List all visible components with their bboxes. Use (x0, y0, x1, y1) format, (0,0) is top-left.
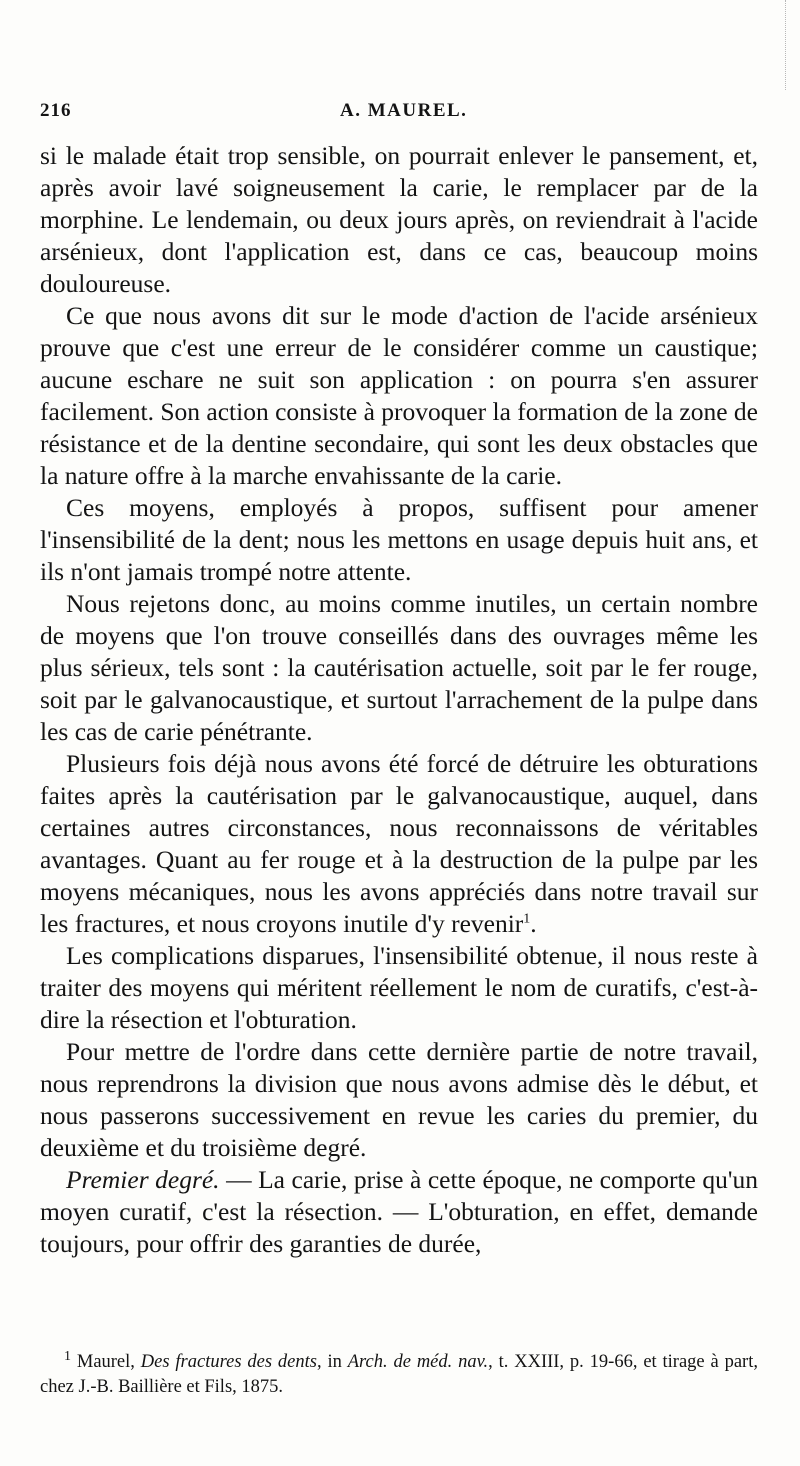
paragraph (40, 492, 758, 588)
paragraph-text: Nous rejetons donc, au moins comme inutiles, un certain nombre de moyens que l'on trouve conseillés dans des ouvrages même les plus sérieux, tels sont : la cautérisation actuelle, soit par le fer rouge, soit par le galvanocaustique, et surtout l'arrachement de la pulpe dans les cas de carie pénétrante. (40, 589, 758, 746)
footnote-journal: Arch. de méd. nav. (347, 1352, 489, 1372)
footnote-in: , in (316, 1352, 348, 1372)
footnote-author: Maurel, (71, 1352, 141, 1372)
paragraph (40, 1036, 758, 1164)
footnote-rest: , t. XXIII, p. 19-66, et tirage à part, chez J.-B. Baillière et Fils, 1875. (40, 1352, 758, 1397)
paragraph-text: Ces moyens, employés à propos, suffisent pour amener l'insensibilité de la dent; nous les mettons en usage depuis huit ans, et ils n'ont jamais trompé notre attente. (40, 493, 758, 586)
page-header (40, 100, 760, 130)
paragraph (40, 940, 758, 1036)
paragraph-text: Ce que nous avons dit sur le mode d'action de l'acide arsénieux prouve que c'est une erreur de le considérer comme un caustique; aucune eschare ne suit son application : on pourra s'en assurer facilement. Son action consiste à provoquer la formation de la zone de résistance et de la dentine secondaire, qui sont les deux obstacles que la nature offre à la marche envahissante de la carie. (40, 301, 758, 490)
page-number: 216 (40, 100, 72, 121)
page-edge-mark (785, 0, 794, 90)
body-text (40, 140, 758, 1260)
paragraph-text: Plusieurs fois déjà nous avons été forcé de détruire les obturations faites après la cautérisation par le galvanocaustique, auquel, dans certaines autres circonstances, nous reconnaissons de véritables avantages. Quant au fer rouge et à la destruction de la pulpe par les moyens mécaniques, nous les avons appréciés dans notre travail sur les fractures, et nous croyons inutile d'y revenir (40, 749, 758, 938)
paragraph-end: . (530, 909, 537, 938)
paragraph-text: Pour mettre de l'ordre dans cette dernière partie de notre travail, nous reprendrons la division que nous avons admise dès le début, et nous passerons successivement en revue les caries du premier, du deuxième et du troisième degré. (40, 1037, 758, 1162)
paragraph (40, 300, 758, 492)
section-lead: Premier degré. (66, 1165, 220, 1194)
paragraph (40, 140, 758, 300)
footnote-marker: 1 (64, 1348, 71, 1364)
running-head: A. MAUREL. (340, 100, 468, 121)
footnote (40, 1350, 758, 1400)
paragraph (40, 748, 758, 940)
footnote-reference[interactable]: 1 (523, 911, 531, 927)
footnote-text (40, 1350, 758, 1400)
paragraph-text: si le malade était trop sensible, on pourrait enlever le pansement, et, après avoir lavé soigneusement la carie, le remplacer par de la morphine. Le lendemain, ou deux jours après, on reviendrait à l'acide arsénieux, dont l'application est, dans ce cas, beaucoup moins douloureuse. (40, 141, 758, 298)
footnote-title: Des fractures des dents (140, 1352, 317, 1372)
paragraph-text: Les complications disparues, l'insensibilité obtenue, il nous reste à traiter des moyens qui méritent réellement le nom de curatifs, c'est-à-dire la résection et l'obturation. (40, 941, 758, 1034)
paragraph (40, 1164, 758, 1260)
paragraph-text: — La carie, prise à cette époque, ne comporte qu'un moyen curatif, c'est la résection. — L'obturation, en effet, demande toujours, pour offrir des garanties de durée, (40, 1165, 758, 1258)
paragraph (40, 588, 758, 748)
